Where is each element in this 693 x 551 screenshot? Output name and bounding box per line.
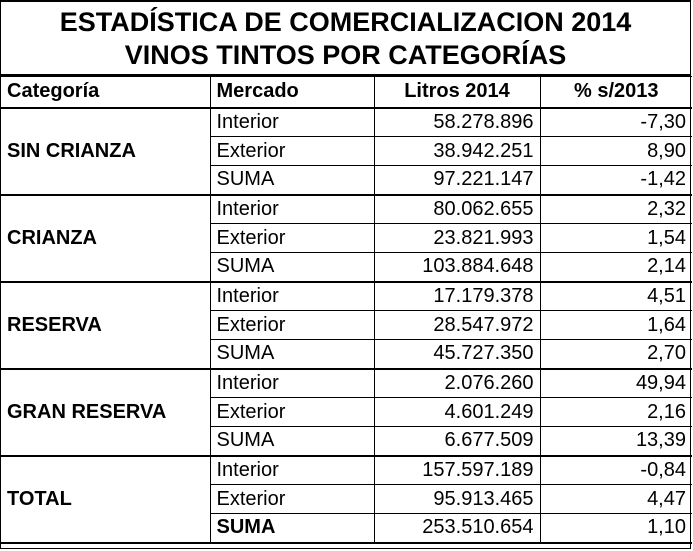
market-cell: Interior [210, 369, 374, 398]
pct-cell: 49,94 [540, 369, 692, 398]
header-litros: Litros 2014 [374, 77, 540, 108]
header-categoria: Categoría [1, 77, 210, 108]
market-cell: SUMA [210, 427, 374, 456]
pct-cell: 2,14 [540, 253, 692, 282]
liters-cell: 6.677.509 [374, 427, 540, 456]
table-row [1, 282, 692, 311]
market-cell: SUMA [210, 253, 374, 282]
liters-cell: 80.062.655 [374, 195, 540, 224]
liters-cell: 2.076.260 [374, 369, 540, 398]
liters-cell: 4.601.249 [374, 398, 540, 427]
table-row [1, 195, 692, 224]
category-cell: RESERVA [1, 282, 210, 369]
pct-cell: 1,64 [540, 311, 692, 340]
table-body [1, 108, 692, 543]
market-cell: Exterior [210, 311, 374, 340]
pct-cell: -7,30 [540, 108, 692, 137]
liters-cell: 58.278.896 [374, 108, 540, 137]
liters-cell: 45.727.350 [374, 340, 540, 369]
market-cell: Interior [210, 195, 374, 224]
pct-cell: 2,16 [540, 398, 692, 427]
category-cell: TOTAL [1, 456, 210, 543]
market-cell: Interior [210, 282, 374, 311]
market-cell: SUMA [210, 166, 374, 195]
pct-cell: 13,39 [540, 427, 692, 456]
table-row [1, 108, 692, 137]
category-cell: GRAN RESERVA [1, 369, 210, 456]
category-cell: SIN CRIANZA [1, 108, 210, 195]
market-cell: Exterior [210, 224, 374, 253]
pct-cell: 1,54 [540, 224, 692, 253]
table-row [1, 369, 692, 398]
market-cell: Interior [210, 108, 374, 137]
market-cell: Exterior [210, 485, 374, 514]
header-mercado: Mercado [210, 77, 374, 108]
market-cell: Interior [210, 456, 374, 485]
pct-cell: -1,42 [540, 166, 692, 195]
market-cell: Exterior [210, 137, 374, 166]
pct-cell: 2,70 [540, 340, 692, 369]
document-title [1, 2, 690, 76]
liters-cell: 95.913.465 [374, 485, 540, 514]
pct-cell: 4,51 [540, 282, 692, 311]
category-cell: CRIANZA [1, 195, 210, 282]
pct-cell: 1,10 [540, 514, 692, 543]
header-pct: % s/2013 [540, 77, 692, 108]
liters-cell: 17.179.378 [374, 282, 540, 311]
pct-cell: 4,47 [540, 485, 692, 514]
market-cell: SUMA [210, 514, 374, 543]
liters-cell: 38.942.251 [374, 137, 540, 166]
pct-cell: 8,90 [540, 137, 692, 166]
market-cell: SUMA [210, 340, 374, 369]
table-row [1, 456, 692, 485]
title-line-1: ESTADÍSTICA DE COMERCIALIZACION 2014 [59, 7, 632, 37]
liters-cell: 23.821.993 [374, 224, 540, 253]
liters-cell: 28.547.972 [374, 311, 540, 340]
table-header-row [1, 77, 692, 108]
market-cell: Exterior [210, 398, 374, 427]
liters-cell: 97.221.147 [374, 166, 540, 195]
liters-cell: 103.884.648 [374, 253, 540, 282]
pct-cell: -0,84 [540, 456, 692, 485]
stats-table [1, 76, 692, 544]
pct-cell: 2,32 [540, 195, 692, 224]
liters-cell: 157.597.189 [374, 456, 540, 485]
liters-cell: 253.510.654 [374, 514, 540, 543]
title-line-2: VINOS TINTOS POR CATEGORÍAS [124, 40, 567, 70]
